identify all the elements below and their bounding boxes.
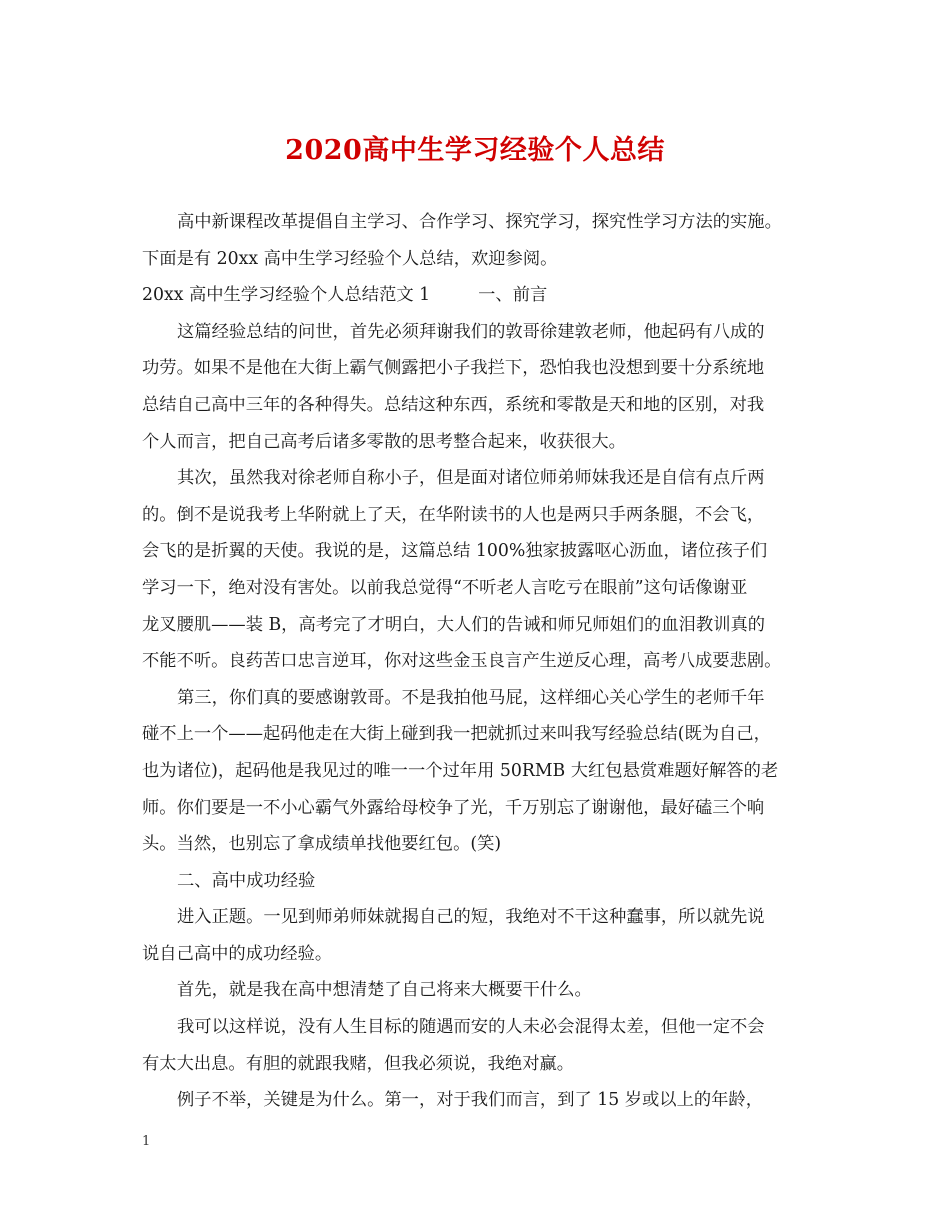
text-line: 不能不听。良药苦口忠言逆耳，你对这些金玉良言产生逆反心理，高考八成要悲剧。 [142, 651, 782, 672]
text-line: 第三，你们真的要感谢敦哥。不是我拍他马屁，这样细心关心学生的老师千年 [177, 687, 765, 708]
text-line: 个人而言，把自己高考后诸多零散的思考整合起来，收获很大。 [142, 431, 626, 452]
text-line: 也为诸位)，起码他是我见过的唯一一个过年用 50RMB 大红包悬赏难题好解答的老 [142, 760, 779, 781]
text-line: 师。你们要是一不小心霸气外露给母校争了光，千万别忘了谢谢他，最好磕三个响 [142, 797, 765, 818]
document-title: 2020高中生学习经验个人总结 [285, 135, 665, 166]
text-line: 龙叉腰肌——装 B，高考完了才明白，大人们的告诫和师兄师姐们的血泪教训真的 [142, 614, 766, 635]
text-line: 碰不上一个——起码他走在大街上碰到我一把就抓过来叫我写经验总结(既为自己， [142, 724, 771, 745]
text-line: 首先，就是我在高中想清楚了自己将来大概要干什么。 [177, 980, 592, 1001]
text-line: 头。当然，也别忘了拿成绩单找他要红包。(笑) [142, 834, 502, 855]
sample-title: 20xx 高中生学习经验个人总结范文 1 [142, 285, 431, 306]
text-line: 其次，虽然我对徐老师自称小子，但是面对诸位师弟师妹我还是自信有点斤两 [177, 468, 765, 489]
text-line: 高中新课程改革提倡自主学习、合作学习、探究学习，探究性学习方法的实施。 [177, 212, 782, 232]
text-line: 功劳。如果不是他在大街上霸气侧露把小子我拦下，恐怕我也没想到要十分系统地 [142, 358, 765, 379]
document-body [142, 204, 812, 1119]
text-line: 说自己高中的成功经验。 [142, 943, 333, 964]
section-heading-success: 二、高中成功经验 [177, 870, 316, 891]
text-line: 有太大出息。有胆的就跟我赌，但我必须说，我绝对赢。 [142, 1053, 575, 1074]
text-line: 我可以这样说，没有人生目标的随遇而安的人未必会混得太差，但他一定不会 [177, 1017, 765, 1038]
text-line: 进入正题。一见到师弟师妹就揭自己的短，我绝对不干这种蠢事，所以就先说 [177, 907, 765, 928]
page-number: 1 [142, 1134, 151, 1149]
text-line: 下面是有 20xx 高中生学习经验个人总结，欢迎参阅。 [142, 248, 558, 269]
text-line: 总结自己高中三年的各种得失。总结这种东西，系统和零散是天和地的区别，对我 [142, 394, 765, 415]
text-line: 例子不举，关键是为什么。第一，对于我们而言，到了 15 岁或以上的年龄， [177, 1090, 763, 1111]
text-line: 会飞的是折翼的天使。我说的是，这篇总结 100%独家披露呕心沥血，诸位孩子们 [142, 541, 768, 562]
section-heading-preface: 一、前言 [478, 285, 548, 306]
text-line-with-heading [142, 277, 812, 314]
text-line: 学习一下，绝对没有害处。以前我总觉得“不听老人言吃亏在眼前”这句话像谢亚 [142, 577, 748, 598]
text-line: 的。倒不是说我考上华附就上了天，在华附读书的人也是两只手两条腿，不会飞， [142, 504, 765, 525]
text-line: 这篇经验总结的问世，首先必须拜谢我们的敦哥徐建敦老师，他起码有八成的 [177, 321, 765, 342]
